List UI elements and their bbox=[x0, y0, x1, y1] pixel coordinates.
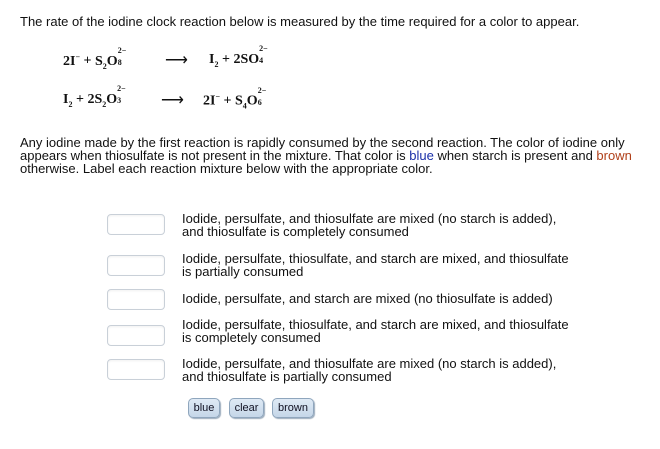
question-intro: The rate of the iodine clock reaction below is measured by the time required for a color to appear. bbox=[20, 14, 580, 29]
instructions-paragraph: Any iodine made by the first reaction is rapidly consumed by the second reaction. The color of iodine only appears when thiosulfate is not present in the mixture. That color is blue when starch is present and brown otherwise. Label each reaction mixture below with the appropriate color. bbox=[20, 135, 632, 176]
eq1-arrow-icon: ⟶ bbox=[165, 52, 188, 69]
mixture-label-2: Iodide, persulfate, thiosulfate, and starch are mixed, and thiosulfate is partially consumed bbox=[182, 251, 569, 279]
reaction-equation-2: $I_2 + 2S_2O$ 2− 3 ⟶ $2I^- + S_4O$ 2− 6 bbox=[63, 84, 267, 111]
mixture-label-5: Iodide, persulfate, and thiosulfate are mixed (no starch is added), and thiosulfate is partially consumed bbox=[182, 356, 557, 384]
chip-brown[interactable]: brown bbox=[272, 398, 314, 418]
eq2-lhs-iodine: $I_2$ bbox=[63, 92, 73, 109]
mixture-label-3: Iodide, persulfate, and starch are mixed (no thiosulfate is added) bbox=[182, 291, 553, 306]
eq1-rhs: $I_2 + 2SO$ 2− 4 bbox=[209, 44, 268, 69]
brown-word: brown bbox=[596, 148, 632, 163]
drop-target-2[interactable] bbox=[107, 255, 165, 276]
eq1-lhs-persulfate: $S_2O$ 2− 8 bbox=[95, 45, 127, 71]
drop-target-3[interactable] bbox=[107, 289, 165, 310]
eq2-lhs-thiosulfate: $2S_2O$ 2− 3 bbox=[87, 84, 126, 109]
drop-target-5[interactable] bbox=[107, 359, 165, 380]
reaction-equation-1: $2I^- + S_2O$ 2− 8 ⟶ $I_2 + 2SO$ 2− 4 bbox=[63, 44, 268, 71]
blue-word: blue bbox=[409, 148, 434, 163]
drop-target-4[interactable] bbox=[107, 325, 165, 346]
drop-target-1[interactable] bbox=[107, 214, 165, 235]
chip-clear[interactable]: clear bbox=[229, 398, 264, 418]
mixture-label-1: Iodide, persulfate, and thiosulfate are mixed (no starch is added), and thiosulfate is completely consumed bbox=[182, 211, 557, 239]
eq1-lhs-iodide: 2I− bbox=[63, 52, 81, 69]
eq2-rhs: $2I^- + S_4O$ 2− 6 bbox=[203, 85, 267, 111]
eq2-arrow-icon: ⟶ bbox=[161, 92, 184, 109]
mixture-label-4: Iodide, persulfate, thiosulfate, and starch are mixed, and thiosulfate is completely consumed bbox=[182, 317, 569, 345]
chip-blue[interactable]: blue bbox=[188, 398, 220, 418]
